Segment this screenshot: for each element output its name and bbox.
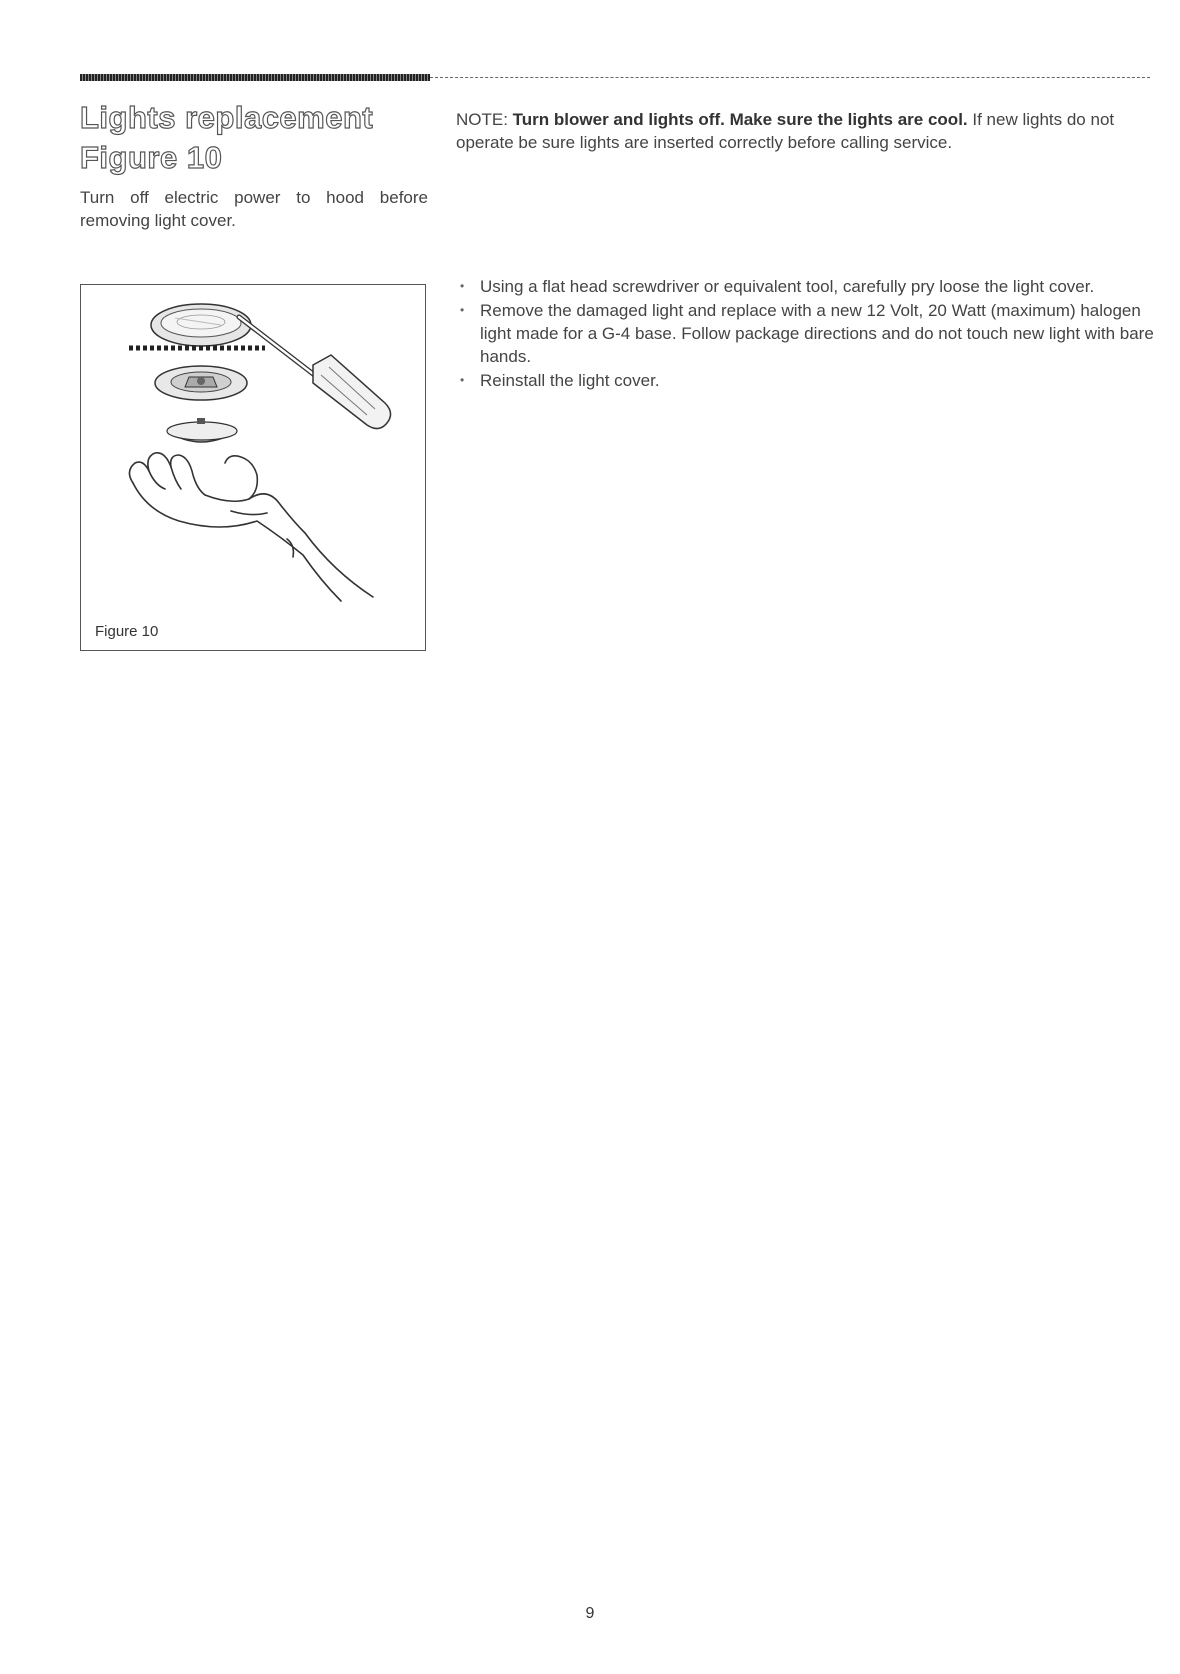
step-item: • Reinstall the light cover. [456, 369, 1156, 392]
hand-icon [129, 453, 373, 601]
light-cover-icon [151, 304, 251, 346]
steps-list [456, 275, 1156, 393]
note-prefix: NOTE: [456, 110, 513, 129]
halogen-bulb-icon [155, 366, 247, 400]
figure-caption: Figure 10 [95, 623, 159, 640]
step-item: • Using a flat head screwdriver or equivalent tool, carefully pry loose the light cover. [456, 275, 1156, 298]
screwdriver-icon [239, 317, 391, 429]
header-rule-line [430, 77, 1150, 78]
title-line-2: Figure 10 [80, 140, 223, 175]
figure-illustration [80, 284, 426, 651]
note-bold: Turn blower and lights off. Make sure the lights are cool. [512, 110, 968, 129]
header-rule-bar [80, 74, 430, 81]
lens-icon [167, 418, 237, 442]
intro-text: Turn off electric power to hood before removing light cover. [80, 188, 428, 230]
note-rest: If new lights do not operate be sure lights are inserted correctly before calling service. [456, 110, 1115, 152]
title-line-1: Lights replacement [80, 100, 374, 135]
step-item: • Remove the damaged light and replace with a new 12 Volt, 20 Watt (maximum) halogen light made for a G-4 base. Follow package directions and do not touch new light with bare hands. [456, 299, 1156, 368]
note-paragraph [456, 108, 1156, 154]
section-title [80, 98, 373, 178]
page-number: 9 [585, 1605, 595, 1622]
